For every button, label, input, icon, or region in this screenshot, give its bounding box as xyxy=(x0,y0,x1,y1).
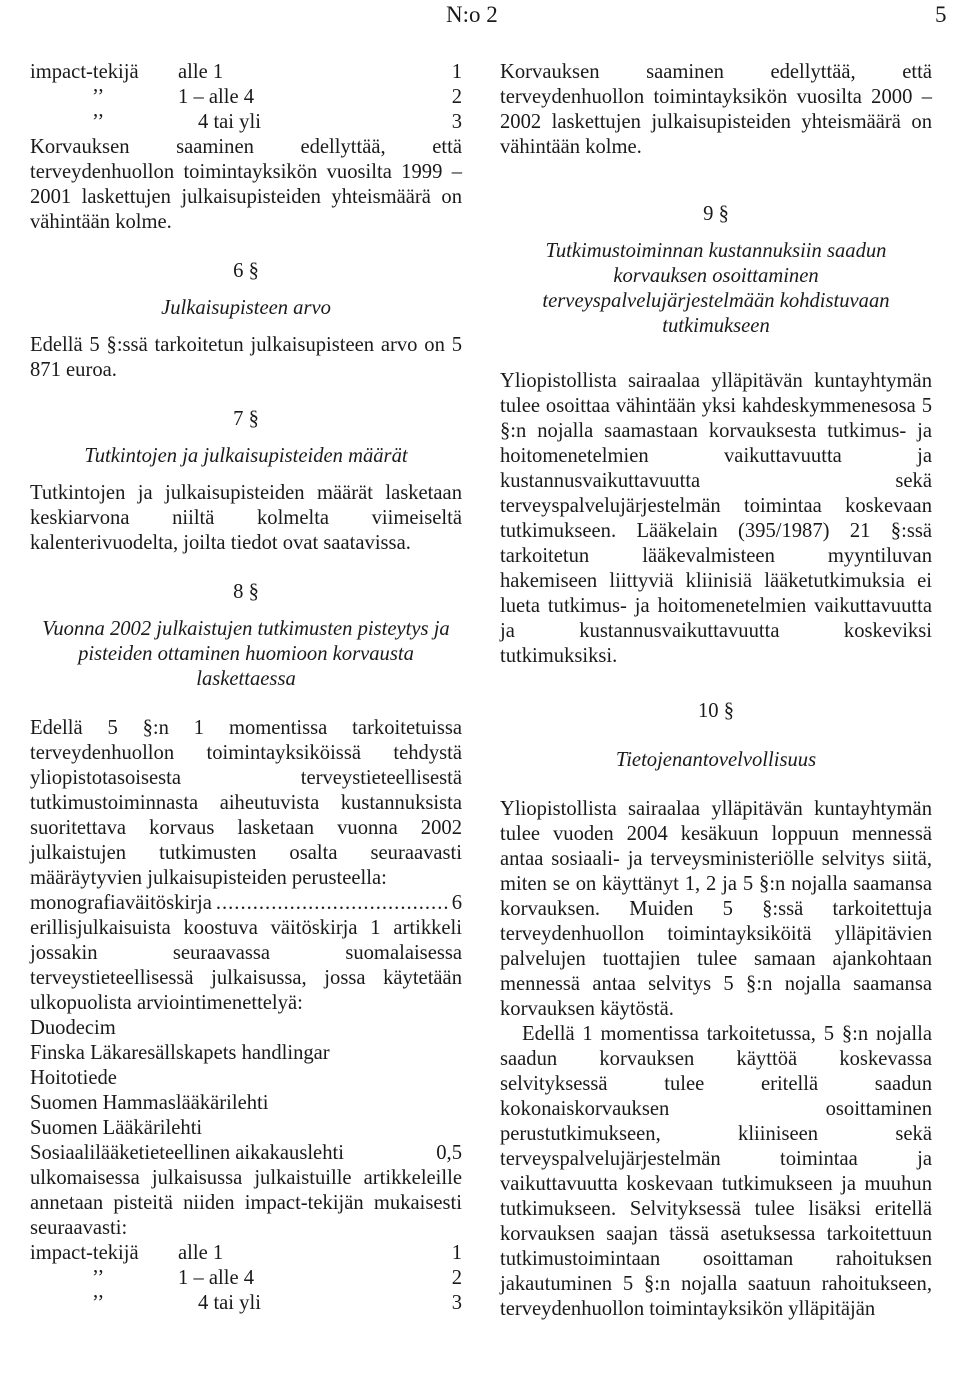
paragraph: Yliopistollista sairaalaa ylläpitävän kuntayhtymän tulee osoittaa vähintään yksi kahdeskymmenesosa 5 §:n nojalla saamastaan korvauksesta tutkimus- ja hoitomenetelmien vaikuttavuutta ja kustannusvaikuttavuutta sekä terveyspalvelujärjestelmän toimintaa koskevaan tutkimukseen. Lääkelain (395/1987) 21 §:ssä tarkoitetun lääkevalmisteen myyntiluvan hakemiseen liittyviä kliinisiä lääketutkimuksia ei lueta tutkimus- ja hoitomenetelmien vaikuttavuutta ja kustannusvaikuttavuutta koskeviksi tutkimuksiksi. xyxy=(500,370,932,667)
section-title: Tutkimustoiminnan kustannuksiin saadun korvauksen osoittaminen terveyspalvelujärjestelmään kohdistuvaan tutkimukseen xyxy=(542,240,890,337)
paragraph: Korvauksen saaminen edellyttää, että terveydenhuollon toimintayksikön vuosilta 1999 – 2001 laskettujen julkaisupisteiden yhteismäärä on vähintään kolme. xyxy=(30,136,462,233)
page-header xyxy=(0,0,960,30)
section-number: 8 § xyxy=(233,581,259,603)
table-row: ’’ 1 – alle 4 2 xyxy=(92,86,462,108)
dot-leader xyxy=(216,891,448,916)
paragraph: Edellä 5 §:ssä tarkoitetun julkaisupisteen arvo on 5 871 euroa. xyxy=(30,334,462,381)
paragraph: Edellä 5 §:n 1 momentissa tarkoitetuissa terveydenhuollon toimintayksiköissä tehdystä yliopistotasoisesta terveystieteellisestä tutkimustoiminnasta aiheutuvista kustannuksista suoritettava korvaus lasketaan vuonna 2002 julkaistujen tutkimusten osalta seuraavasti määräytyvien julkaisupisteiden perusteella: xyxy=(30,717,462,889)
table-row: ’’ 4 tai yli 3 xyxy=(92,1292,462,1314)
issue-number: N:o 2 xyxy=(446,2,498,27)
section-number: 7 § xyxy=(233,408,259,430)
monograph-row: monografiaväitöskirja ..... 6 xyxy=(30,891,462,916)
section-number: 10 § xyxy=(697,700,735,722)
right-column xyxy=(500,60,932,1322)
impact-table-top xyxy=(30,60,462,135)
section-number: 9 § xyxy=(703,203,729,225)
paragraph: erillisjulkaisuista koostuva väitöskirja 1 artikkeli jossakin seuraavassa suomalaisessa terveystieteellisessä julkaisussa, jossa käytetään ulkopuolista arviointimenettelyä: xyxy=(30,917,462,1014)
list-item: Suomen Lääkärilehti xyxy=(30,1117,203,1139)
section-title: Vuonna 2002 julkaistujen tutkimusten pisteytys ja pisteiden ottaminen huomioon korvausta laskettaessa xyxy=(42,618,450,690)
section-title: Julkaisupisteen arvo xyxy=(161,297,331,319)
list-item: Sosiaalilääketieteellinen aikakauslehti 0,5 xyxy=(30,1142,462,1164)
list-item: Suomen Hammaslääkärilehti xyxy=(30,1092,269,1114)
table-row: ’’ 1 – alle 4 2 xyxy=(92,1267,462,1289)
list-item: Finska Läkaresällskapets handlingar xyxy=(30,1042,330,1064)
journal-list xyxy=(30,1016,462,1166)
paragraph: Korvauksen saaminen edellyttää, että terveydenhuollon toimintayksikön vuosilta 2000 – 2002 laskettujen julkaisupisteiden yhteismäärä on vähintään kolme. xyxy=(500,61,932,158)
paragraph: ulkomaisessa julkaisussa julkaistuille artikkeleille annetaan pisteitä niiden impact-tekijän mukaisesti seuraavasti: xyxy=(30,1167,462,1239)
table-row: impact-tekijä alle 1 1 xyxy=(30,61,462,83)
paragraph: Yliopistollista sairaalaa ylläpitävän kuntayhtymän tulee vuoden 2004 kesäkuun loppuun mennessä antaa sosiaali- ja terveysministeriölle selvitys siitä, miten se on käyttänyt 1, 2 ja 5 §:n nojalla saamansa korvauksen. Muiden 5 §:ssä tarkoitettuja terveydenhuollon toimintayksiköitä ylläpitävien palvelujen tuottajien tulee samaan ajankohtaan mennessä antaa selvitys 5 §:n nojalla saamansa korvauksen käytöstä. xyxy=(500,798,932,1020)
list-item: Hoitotiede xyxy=(30,1067,117,1089)
page-number: 5 xyxy=(935,2,947,27)
section-title: Tietojenantovelvollisuus xyxy=(615,749,817,771)
paragraph: Tutkintojen ja julkaisupisteiden määrät lasketaan keskiarvona niiltä kolmelta viimeiseltä kalenterivuodelta, joilta tiedot ovat saatavissa. xyxy=(30,482,462,554)
list-item: Duodecim xyxy=(30,1017,116,1039)
section-title: Tutkintojen ja julkaisupisteiden määrät xyxy=(84,445,408,467)
impact-table-bottom xyxy=(30,1241,462,1316)
section-number: 6 § xyxy=(233,260,259,282)
table-row: ’’ 4 tai yli 3 xyxy=(92,111,462,133)
paragraph: Edellä 1 momentissa tarkoitetussa, 5 §:n nojalla saadun korvauksen käyttöä koskevassa selvityksessä tulee eritellä saadun kokonaiskorvauksen osoittaminen perustutkimukseen, kliiniseen sekä terveyspalvelujärjestelmän toimintaa ja vaikuttavuutta koskevaan tutkimukseen ja muuhun tutkimukseen. Selvityksessä tulee lisäksi eritellä korvauksen saajan tässä asetuksessa tarkoitettuun tutkimustoimintaan osoittaman rahoituksen jakautuminen 5 §:n nojalla saatuun rahoitukseen, terveydenhuollon toimintayksikön ylläpitäjän xyxy=(500,1023,932,1320)
table-row: impact-tekijä alle 1 1 xyxy=(30,1242,462,1264)
left-column xyxy=(30,60,462,1316)
